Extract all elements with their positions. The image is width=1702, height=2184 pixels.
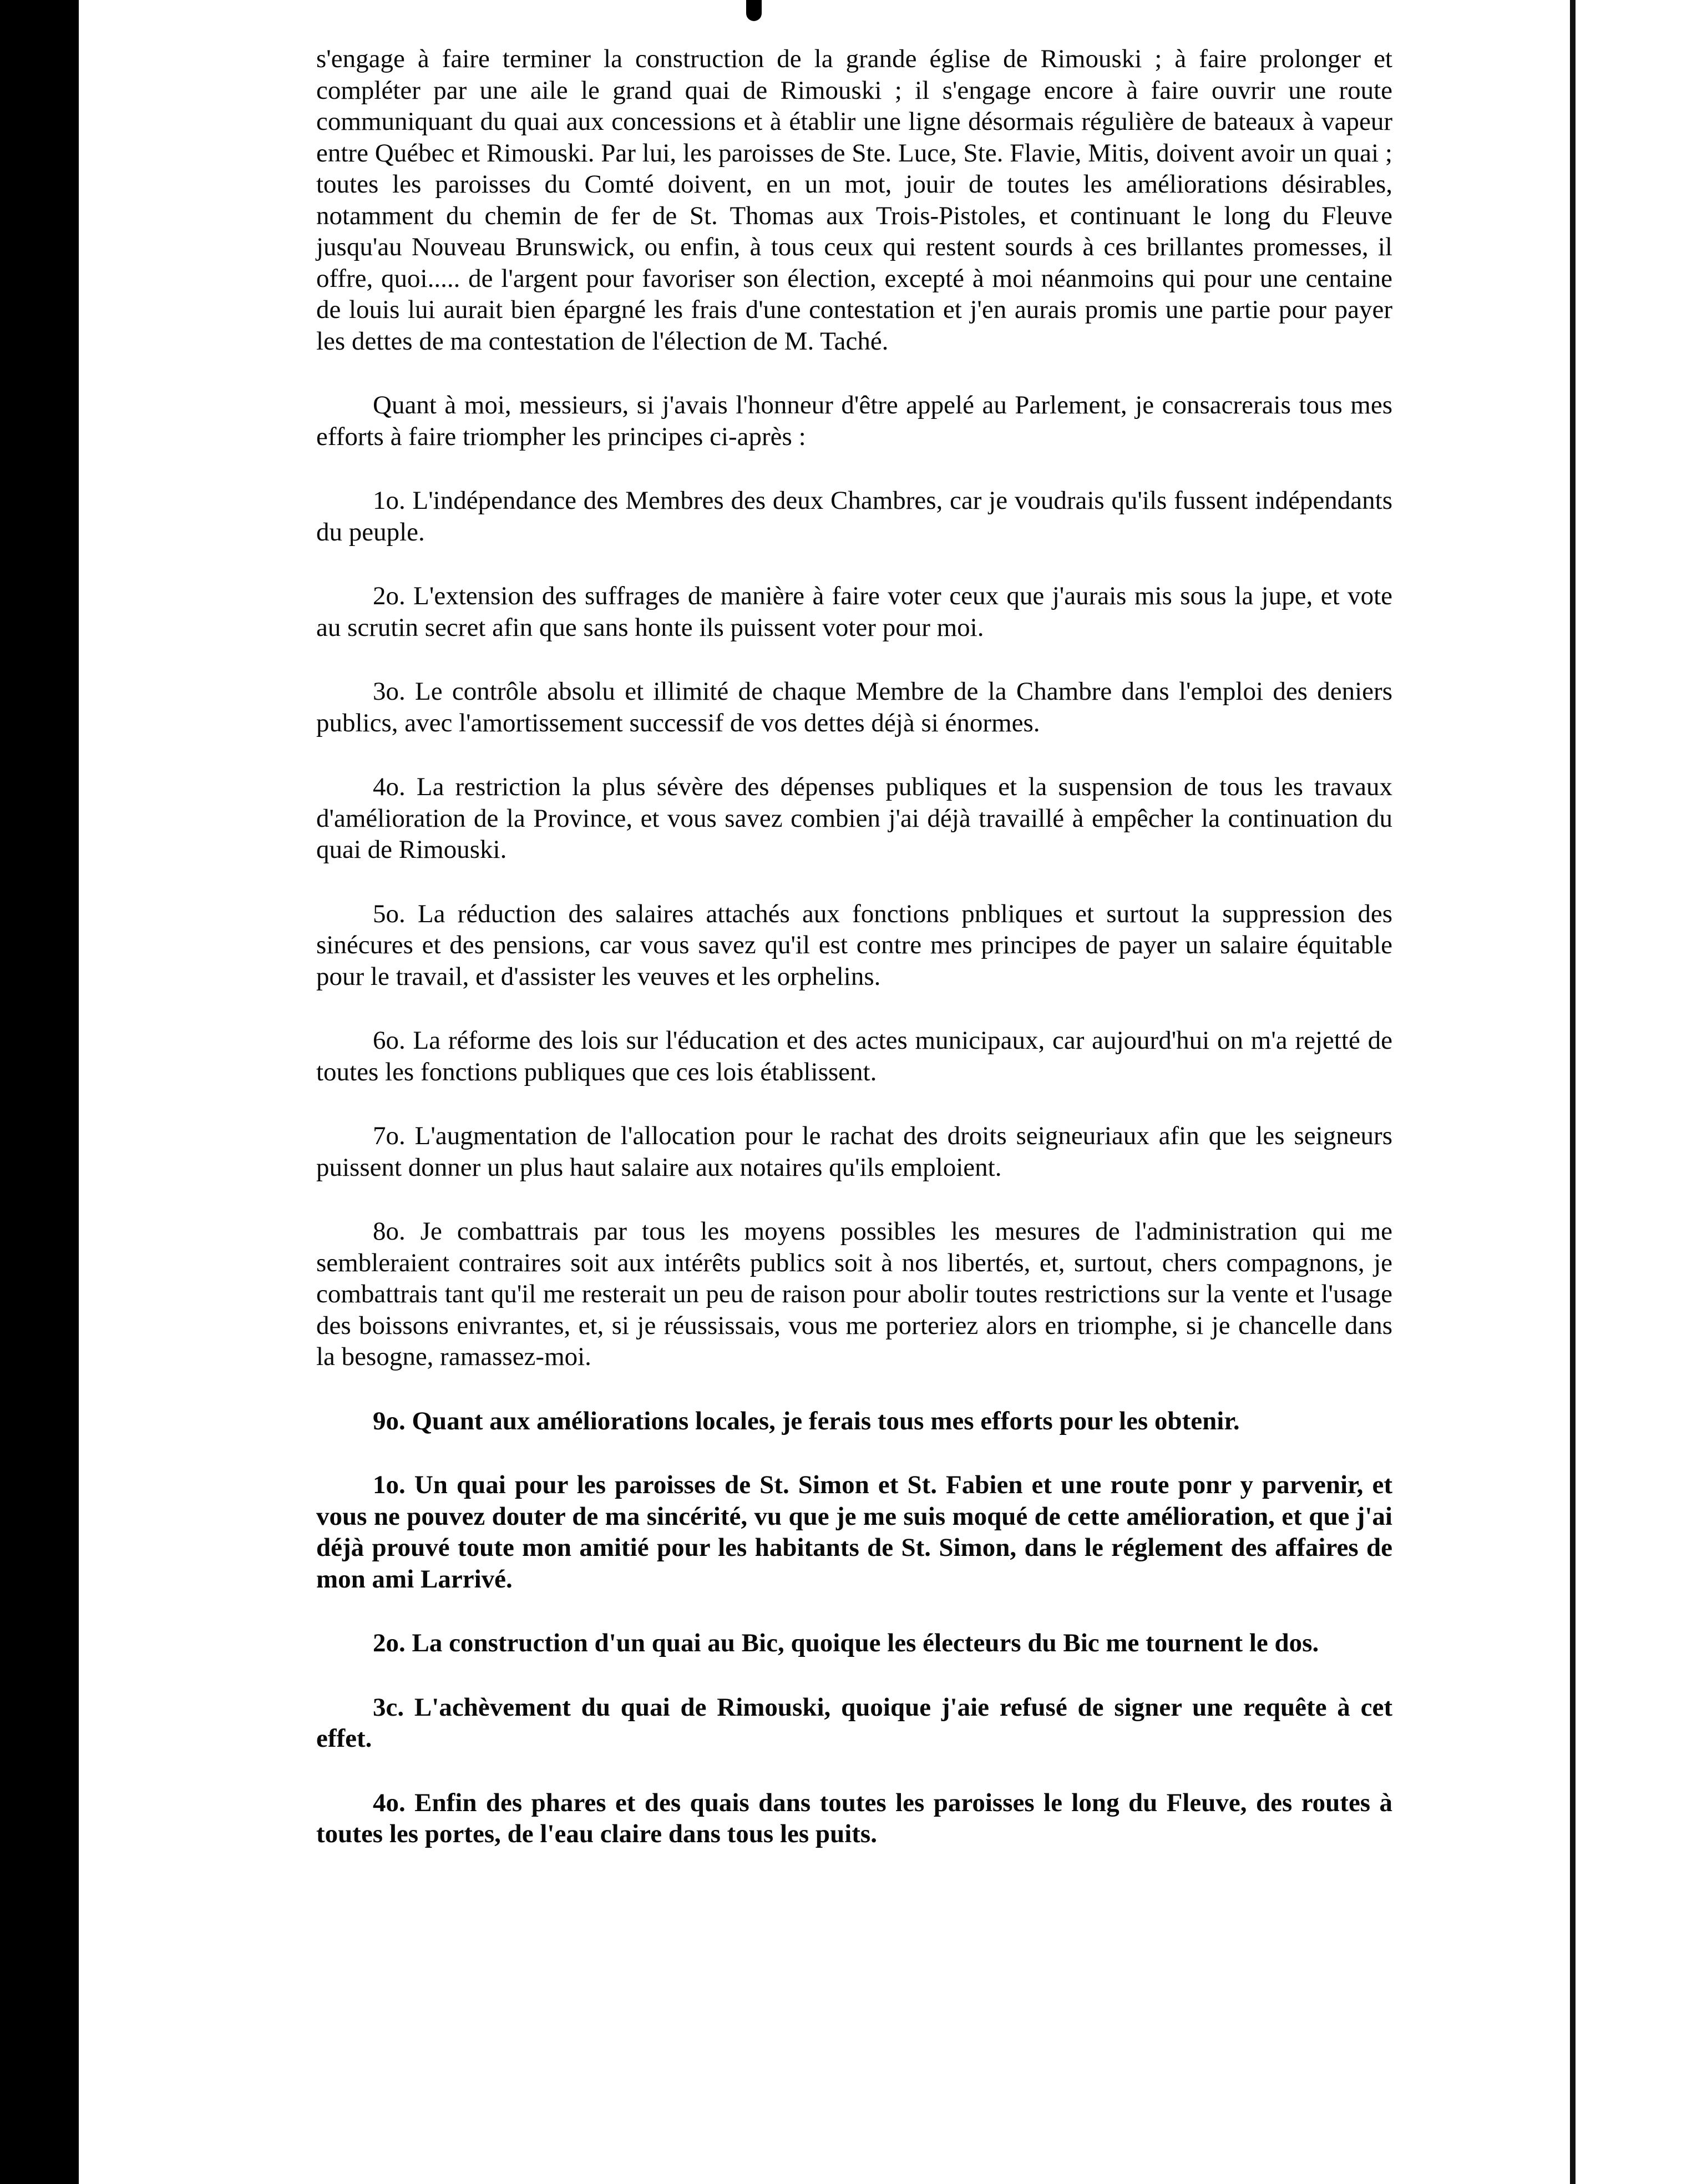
paragraph-item-5: 5o. La réduction des salaires attachés aux fonctions pnbliques et surtout la suppression des sinécures et des pensions, car vous savez qu'il est contre mes principes de payer un salaire équitable pour le travail, et d'assister les veuves et les orphelins. [316,899,1392,991]
scan-artifact-mark [55,999,62,1001]
paragraph-local-2: 2o. La construction d'un quai au Bic, quoique les électeurs du Bic me tournent le dos. [373,1629,1319,1657]
paragraph-item-7: 7o. L'augmentation de l'allocation pour le rachat des droits seigneuriaux afin que les seigneurs puissent donner un plus haut salaire aux notaires qu'ils emploient. [316,1121,1392,1182]
scan-artifact-mark [55,1454,62,1456]
paragraph-item-9: 9o. Quant aux améliorations locales, je ferais tous mes efforts pour les obtenir. [373,1406,1240,1435]
paragraph-item-1: 1o. L'indépendance des Membres des deux Chambres, car je voudrais qu'ils fussent indépendants du peuple. [316,486,1392,547]
paragraph-principles-intro: Quant à moi, messieurs, si j'avais l'honneur d'être appelé au Parlement, je consacrerais tous mes efforts à faire triompher les principes ci-après : [316,391,1392,451]
paragraph-local-3: 3c. L'achèvement du quai de Rimouski, quoique j'aie refusé de signer une requête à cet effet. [316,1692,1392,1753]
paragraph-item-6: 6o. La réforme des lois sur l'éducation et des actes municipaux, car aujourd'hui on m'a rejetté de toutes les fonctions publiques que ces lois établissent. [316,1026,1392,1086]
paragraph-intro: s'engage à faire terminer la construction de la grande église de Rimouski ; à faire prolonger et compléter par une aile le grand quai de Rimouski ; il s'engage encore à faire ouvrir une route communiquant du quai aux concessions et à établir une ligne désormais régulière de bateaux à vapeur entre Québec et Rimouski. Par lui, les paroisses de Ste. Luce, Ste. Flavie, Mitis, doivent avoir un quai ; toutes les paroisses du Comté doivent, en un mot, jouir de toutes les améliorations désirables, notamment du chemin de fer de St. Thomas aux Trois-Pistoles, et continuant le long du Fleuve jusqu'au Nouveau Brunswick, ou enfin, à tous ceux qui restent sourds à ces brillantes promesses, il offre, quoi..... de l'argent pour favoriser son élection, excepté à moi néanmoins qui pour une centaine de louis lui aurait bien épargné les frais d'une contestation et j'en aurais promis une partie pour payer les dettes de ma contestation de l'élection de M. Taché. [316,44,1392,356]
scan-artifact-mark [55,233,62,235]
paragraph-local-4: 4o. Enfin des phares et des quais dans toutes les paroisses le long du Fleuve, des routes à toutes les portes, de l'eau claire dans tous les puits. [316,1788,1392,1848]
scan-artifact-mark [55,694,62,696]
document-body [316,43,1392,1850]
paragraph-item-8: 8o. Je combattrais par tous les moyens possibles les mesures de l'administration qui me sembleraient contraires soit aux intérêts publics soit à nos libertés, et, surtout, chers compagnons, je combattrais tant qu'il me resterait un peu de raison pour abolir toutes restrictions sur la vente et l'usage des boissons enivrantes, et, si je réussissais, vous me porteriez alors en triomphe, si je chancelle dans la besogne, ramassez-moi. [316,1217,1392,1371]
page-edge-line [1570,0,1576,2184]
top-ink-blot [746,0,762,21]
paragraph-item-4: 4o. La restriction la plus sévère des dépenses publiques et la suspension de tous les travaux d'amélioration de la Province, et vous savez combien j'ai déjà travaillé à empêcher la continuation du quai de Rimouski. [316,772,1392,864]
paragraph-item-2: 2o. L'extension des suffrages de manière à faire voter ceux que j'aurais mis sous la jupe, et vote au scrutin secret afin que sans honte ils puissent voter pour moi. [316,582,1392,642]
paragraph-local-1: 1o. Un quai pour les paroisses de St. Simon et St. Fabien et une route ponr y parvenir, et vous ne pouvez douter de ma sincérité, vu que je me suis moqué de cette amélioration, et que j'ai déjà prouvé toute mon amitié pour les habitants de St. Simon, dans le réglement des affaires de mon ami Larrivé. [316,1470,1392,1594]
paragraph-item-3: 3o. Le contrôle absolu et illimité de chaque Membre de la Chambre dans l'emploi des deniers publics, avec l'amortissement successif de vos dettes déjà si énormes. [316,677,1392,737]
right-margin-strip [1570,0,1702,2184]
